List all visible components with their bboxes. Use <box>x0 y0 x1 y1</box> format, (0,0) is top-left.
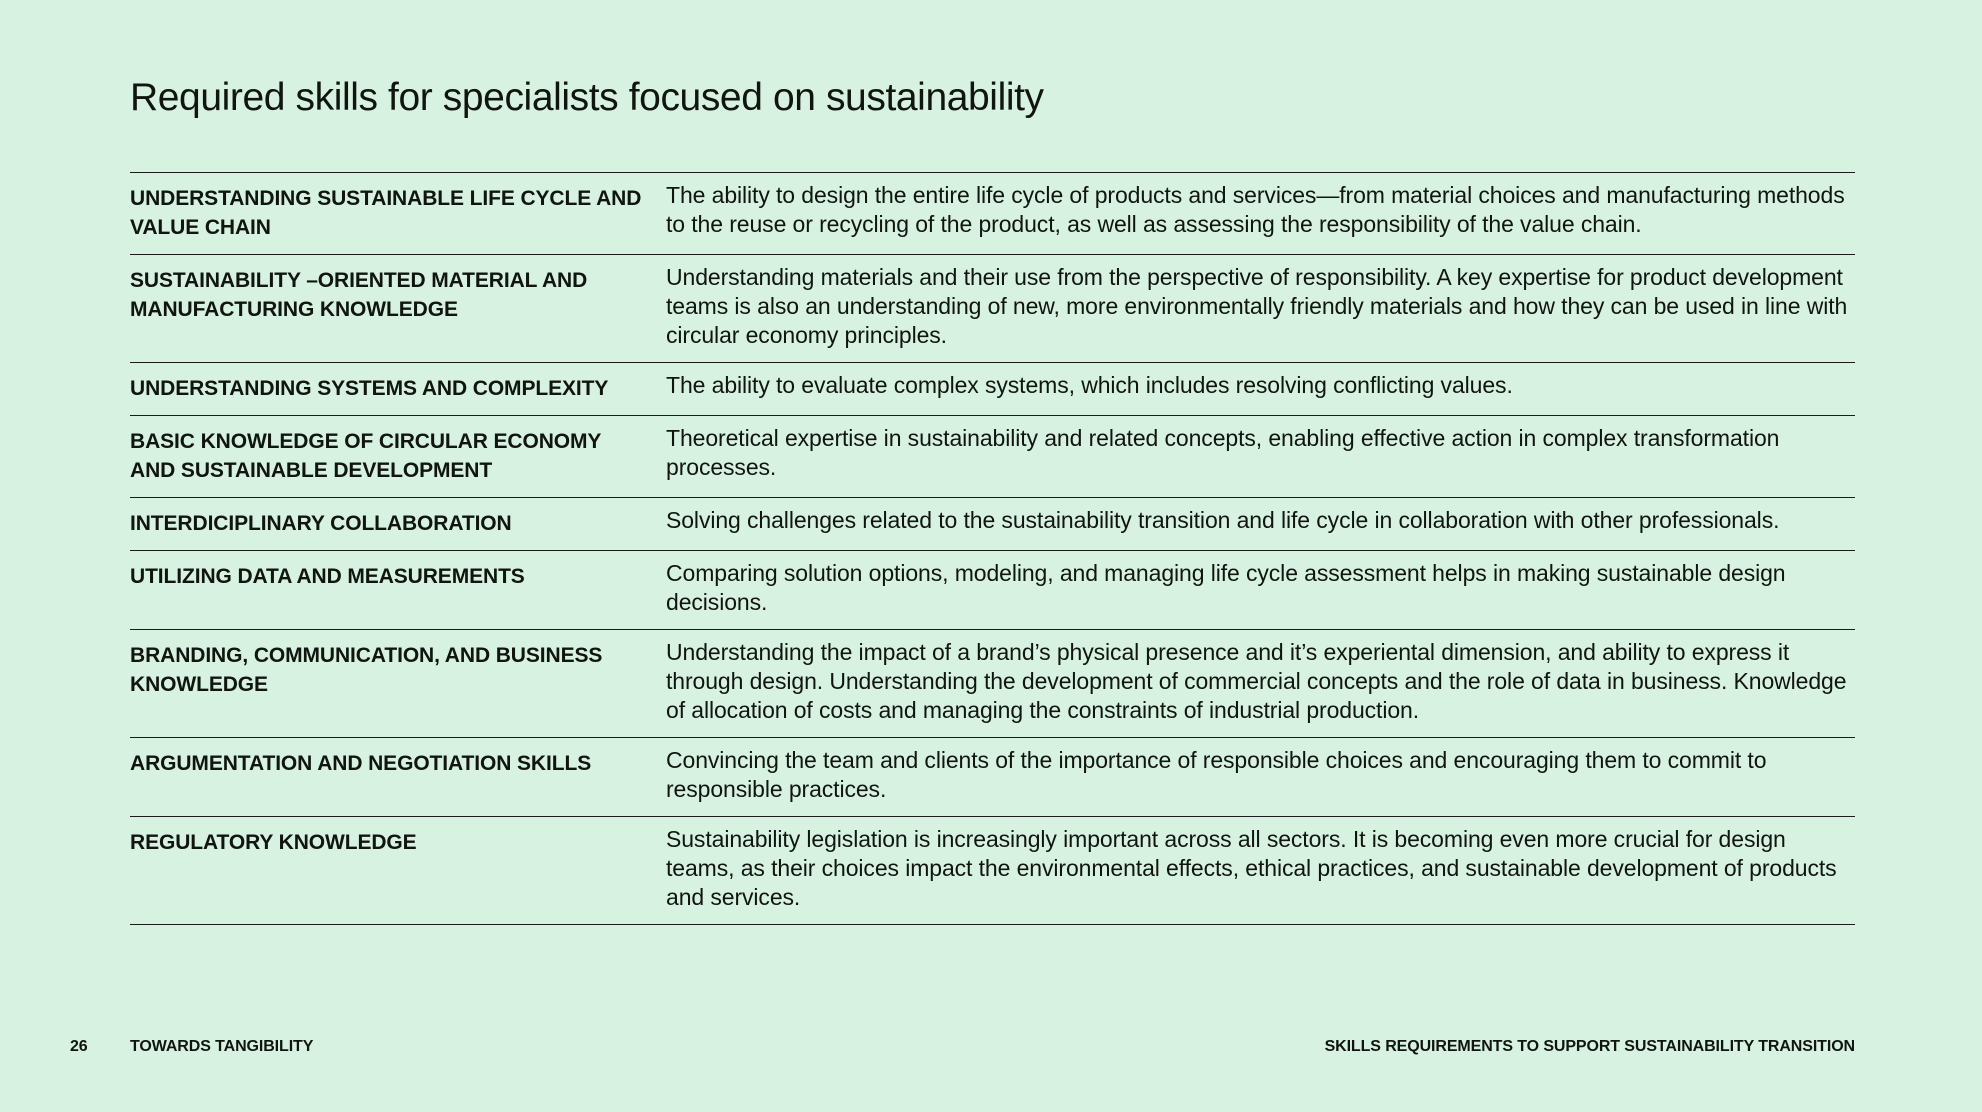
skill-description: Sustainability legislation is increasingly important across all sectors. It is becoming even more crucial for design teams, as their choices impact the environmental effects, ethical practices, and sustainable development of products and services. <box>666 826 1837 910</box>
footer-document-title: TOWARDS TANGIBILITY <box>130 1038 314 1055</box>
table-row <box>130 629 1855 737</box>
skill-description: Understanding materials and their use from the perspective of responsibility. A key expertise for product development teams is also an understanding of new, more environmentally friendly materials and how they can be used in line with circular economy principles. <box>666 264 1848 348</box>
table-row <box>130 415 1855 497</box>
table-row <box>130 254 1855 362</box>
table-row <box>130 737 1855 816</box>
skill-description: Comparing solution options, modeling, and managing life cycle assessment helps in making sustainable design decisions. <box>666 560 1786 615</box>
skill-name: SUSTAINABILITY –ORIENTED MATERIAL AND MANUFACTURING KNOWLEDGE <box>130 269 588 321</box>
skill-name: INTERDICIPLINARY COLLABORATION <box>130 512 512 535</box>
table-row <box>130 362 1855 415</box>
page-footer <box>0 1038 1982 1062</box>
table-row <box>130 497 1855 550</box>
table-row <box>130 550 1855 629</box>
skill-name: BRANDING, COMMUNICATION, AND BUSINESS KNOWLEDGE <box>130 644 603 696</box>
skill-name: UNDERSTANDING SYSTEMS AND COMPLEXITY <box>130 377 609 400</box>
footer-section-title: SKILLS REQUIREMENTS TO SUPPORT SUSTAINABILITY TRANSITION <box>1324 1038 1855 1055</box>
skill-description: Understanding the impact of a brand’s physical presence and it’s experiental dimension, and ability to express it through design. Understanding the development of commercial concepts and the role of data in business. Knowledge of allocation of costs and managing the constraints of industrial production. <box>666 639 1847 723</box>
skill-name: UNDERSTANDING SUSTAINABLE LIFE CYCLE AND VALUE CHAIN <box>130 187 642 239</box>
skill-description: Convincing the team and clients of the importance of responsible choices and encouraging them to commit to responsible practices. <box>666 747 1767 802</box>
skill-name: REGULATORY KNOWLEDGE <box>130 831 417 854</box>
skill-description: The ability to evaluate complex systems, which includes resolving conflicting values. <box>666 372 1513 398</box>
skill-name: UTILIZING DATA AND MEASUREMENTS <box>130 565 525 588</box>
skill-name: BASIC KNOWLEDGE OF CIRCULAR ECONOMY AND SUSTAINABLE DEVELOPMENT <box>130 430 601 482</box>
table-row <box>130 172 1855 254</box>
skills-table <box>130 172 1855 925</box>
page-number: 26 <box>70 1038 88 1055</box>
skill-name: ARGUMENTATION AND NEGOTIATION SKILLS <box>130 752 592 775</box>
page-title: Required skills for specialists focused on sustainability <box>130 76 1044 119</box>
table-row <box>130 816 1855 925</box>
skill-description: Theoretical expertise in sustainability and related concepts, enabling effective action in complex transformation processes. <box>666 425 1780 480</box>
skill-description: Solving challenges related to the sustainability transition and life cycle in collaboration with other professionals. <box>666 507 1780 533</box>
skill-description: The ability to design the entire life cycle of products and services—from material choices and manufacturing methods to the reuse or recycling of the product, as well as assessing the responsibility of the value chain. <box>666 182 1845 237</box>
